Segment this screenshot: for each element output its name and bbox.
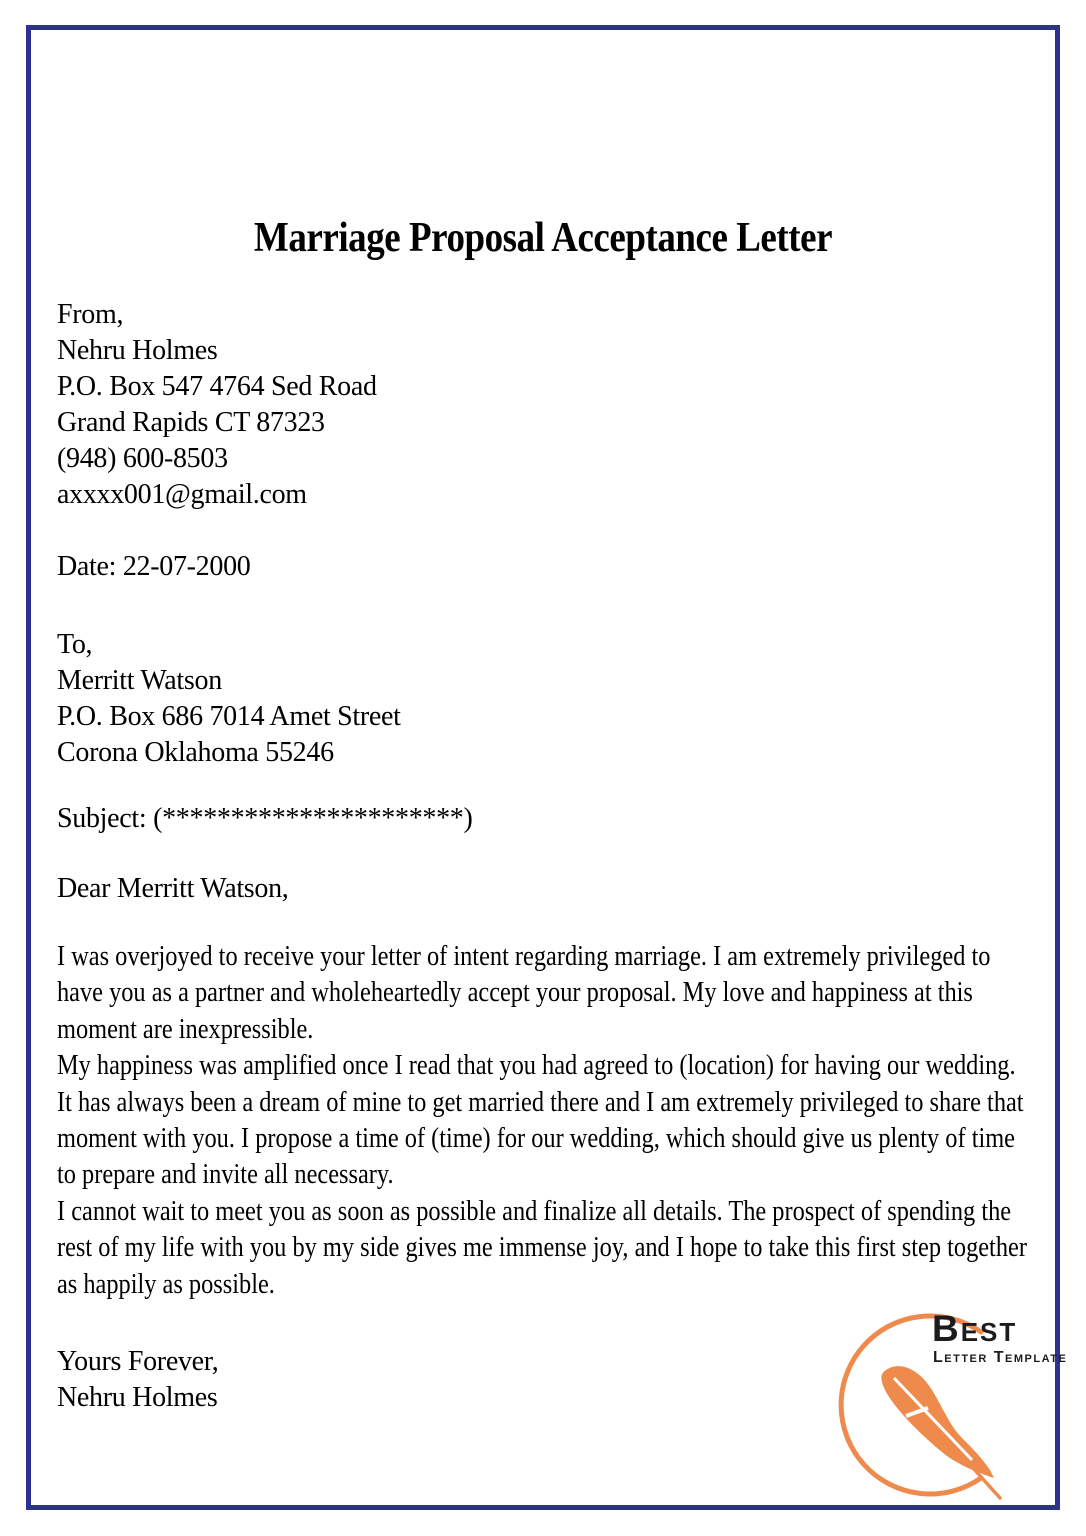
recipient-label: To,	[57, 629, 93, 660]
recipient-address-line-2: Corona Oklahoma 55246	[57, 737, 334, 768]
signature-name: Nehru Holmes	[57, 1382, 218, 1413]
logo-brand-text: Best	[932, 1308, 1018, 1349]
sender-address-line-1: P.O. Box 547 4764 Sed Road	[57, 371, 377, 402]
letter-body	[57, 939, 1033, 1303]
sender-email: axxxx001@gmail.com	[57, 479, 307, 510]
body-paragraph-1: I was overjoyed to receive your letter of intent regarding marriage. I am extremely privileged to have you as a partner and wholeheartedly accept your proposal. My love and happiness at this moment are inexpressible.	[57, 941, 991, 1045]
sender-label: From,	[57, 299, 124, 330]
recipient-address-line-1: P.O. Box 686 7014 Amet Street	[57, 701, 401, 732]
date-line: Date: 22-07-2000	[57, 551, 251, 582]
logo-subtitle-text: Letter Template	[933, 1349, 1068, 1366]
sender-block	[57, 297, 377, 513]
body-paragraph-2: My happiness was amplified once I read that you had agreed to (location) for having our wedding. It has always been a dream of mine to get married there and I am extremely privileged to share that moment with you. I propose a time of (time) for our wedding, which should give us plenty of time to prepare and invite all necessary.	[57, 1050, 1024, 1191]
closing-block	[57, 1344, 218, 1416]
recipient-block	[57, 627, 401, 771]
salutation: Dear Merritt Watson,	[57, 873, 289, 904]
recipient-name: Merritt Watson	[57, 665, 222, 696]
letter-title: Marriage Proposal Acceptance Letter	[253, 215, 833, 262]
sender-address-line-2: Grand Rapids CT 87323	[57, 407, 325, 438]
valediction: Yours Forever,	[57, 1346, 219, 1377]
subject-line: Subject: (**********************)	[57, 803, 473, 834]
sender-name: Nehru Holmes	[57, 335, 218, 366]
sender-phone: (948) 600-8503	[57, 443, 228, 474]
brand-logo	[836, 1288, 1068, 1506]
feather-icon	[881, 1366, 1000, 1498]
body-paragraph-3: I cannot wait to meet you as soon as possible and finalize all details. The prospect of spending the rest of my life with you by my side gives me immense joy, and I hope to take this first step together as happily as possible.	[57, 1195, 1027, 1300]
letter-body-text	[57, 939, 1033, 1303]
